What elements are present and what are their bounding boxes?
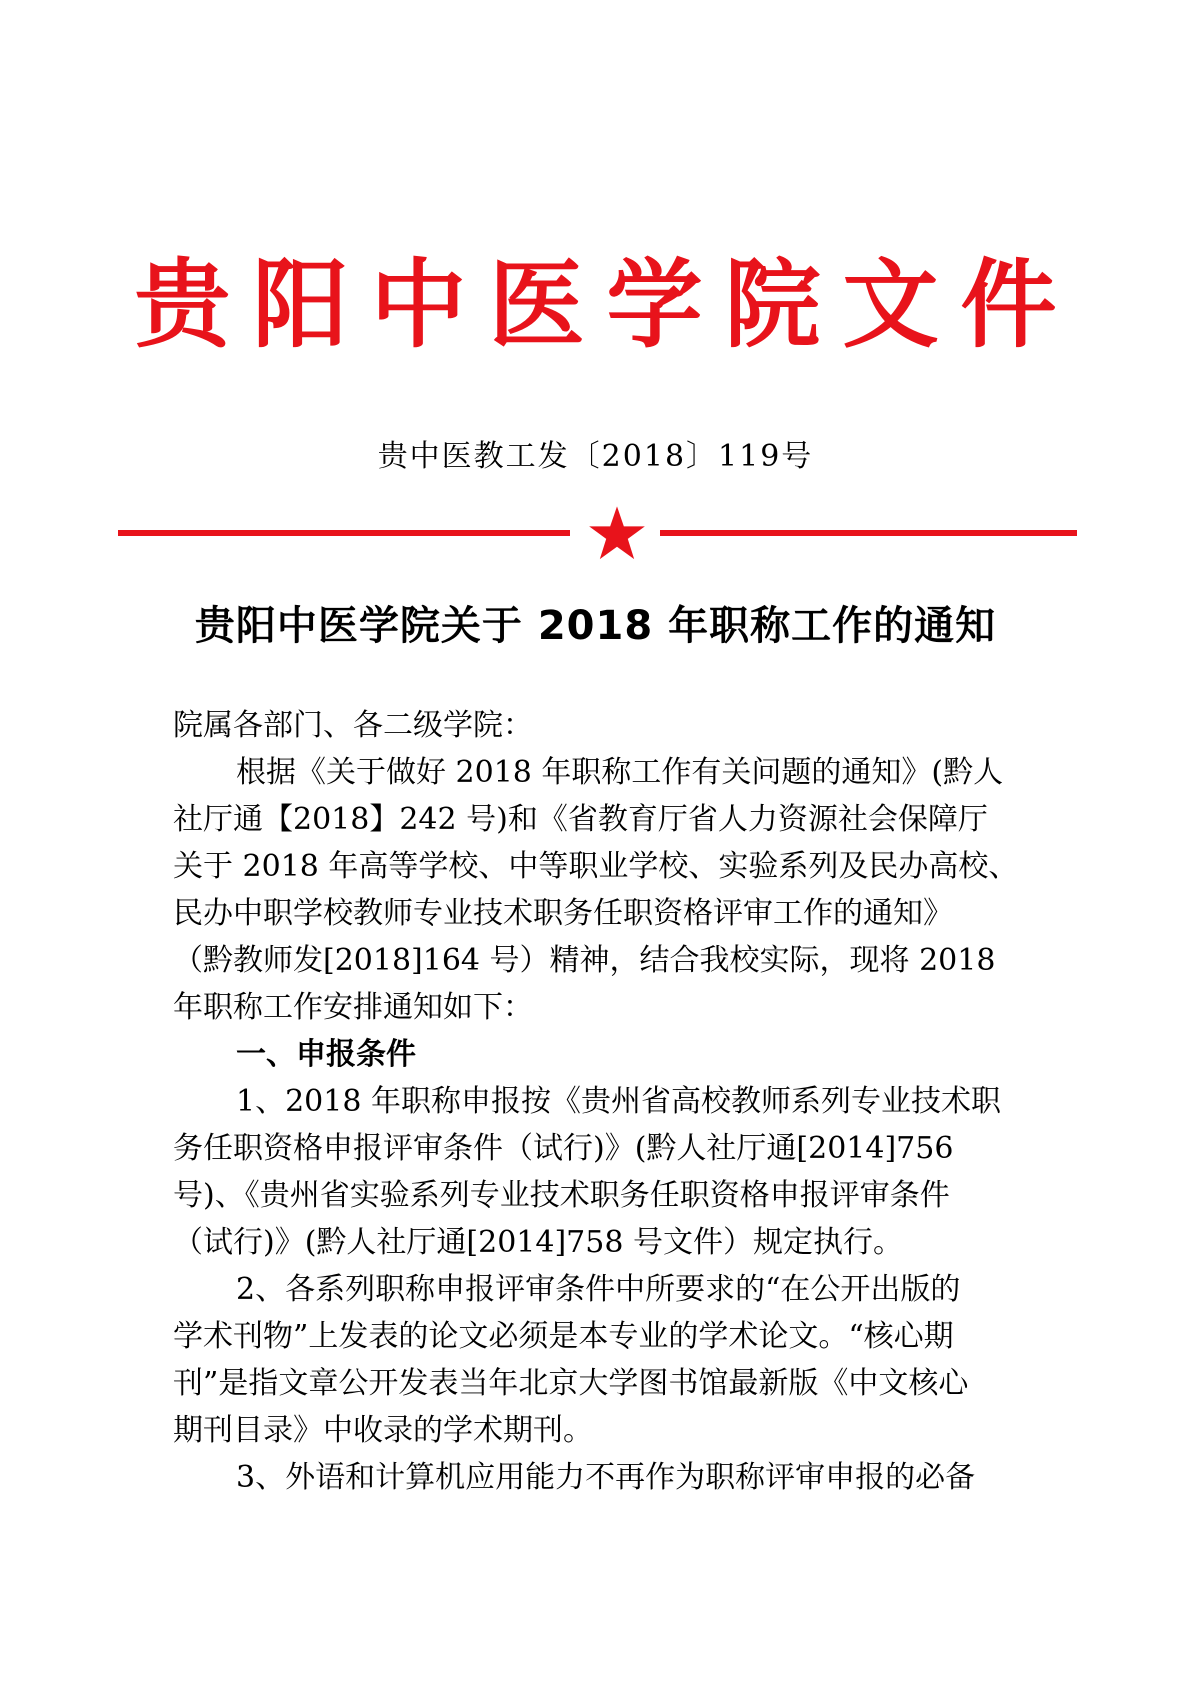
star-shape [589, 506, 645, 559]
body-line: 根据《关于做好 2018 年职称工作有关问题的通知》(黔人 [236, 755, 1004, 790]
body-line: 关于 2018 年高等学校、中等职业学校、实验系列及民办高校、 [173, 849, 1019, 884]
body-line: 民办中职学校教师专业技术职务任职资格评审工作的通知》 [173, 896, 953, 931]
body-line: 3、外语和计算机应用能力不再作为职称评审申报的必备 [236, 1460, 976, 1495]
body-line: （试行)》(黔人社厅通[2014]758 号文件）规定执行。 [173, 1225, 903, 1260]
body-line: 院属各部门、各二级学院： [173, 708, 533, 743]
separator-rule-left [118, 530, 570, 536]
document-title: 贵阳中医学院关于 2018 年职称工作的通知 [194, 603, 997, 649]
body-line: 年职称工作安排通知如下： [173, 990, 533, 1025]
body-line: （黔教师发[2018]164 号）精神，结合我校实际，现将 2018 [173, 943, 996, 978]
body-line: 1、2018 年职称申报按《贵州省高校教师系列专业技术职 [236, 1084, 1001, 1119]
body-line: 号)、《贵州省实验系列专业技术职务任职资格申报评审条件 [173, 1178, 950, 1213]
body-line: 刊”是指文章公开发表当年北京大学图书馆最新版《中文核心 [173, 1366, 969, 1401]
separator-rule-right [660, 530, 1077, 536]
body-line: 2、各系列职称申报评审条件中所要求的“在公开出版的 [236, 1272, 961, 1307]
star-icon [588, 505, 646, 561]
section-heading: 一、申报条件 [236, 1037, 416, 1072]
body-line: 学术刊物”上发表的论文必须是本专业的学术论文。“核心期 [173, 1319, 954, 1354]
body-line: 期刊目录》中收录的学术期刊。 [173, 1413, 593, 1448]
document-number: 贵中医教工发〔2018〕119号 [377, 439, 814, 474]
body-line: 社厅通【2018】242 号)和《省教育厅省人力资源社会保障厅 [173, 802, 988, 837]
body-line: 务任职资格申报评审条件（试行)》(黔人社厅通[2014]756 [173, 1131, 954, 1166]
masthead-title: 贵阳中医学院文件 [134, 248, 1079, 361]
document-body [173, 702, 1028, 1501]
